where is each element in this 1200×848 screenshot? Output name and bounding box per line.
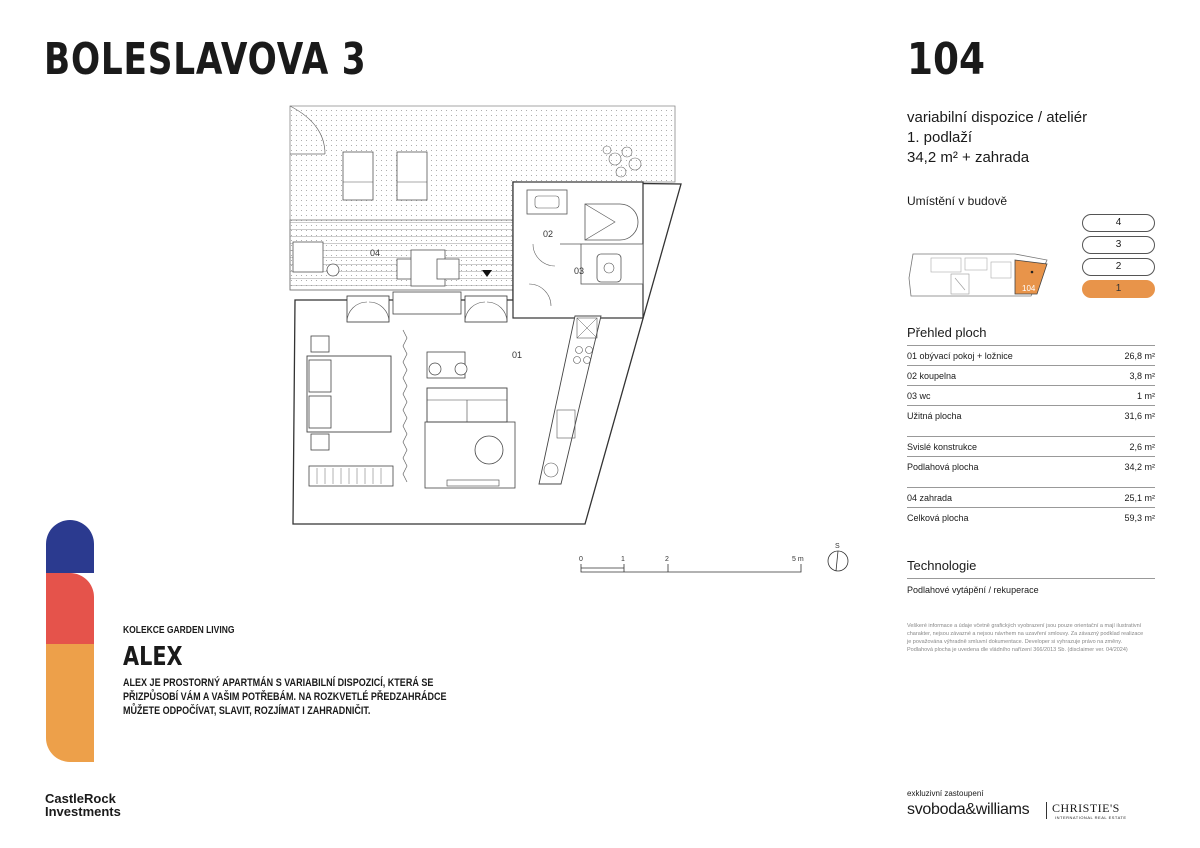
technology-title: Technologie bbox=[907, 558, 977, 573]
floor-plan bbox=[285, 104, 685, 534]
divider bbox=[907, 578, 1155, 579]
area-row bbox=[907, 365, 1155, 385]
room-label-04: 04 bbox=[370, 248, 381, 258]
floor-3-button[interactable]: 3 bbox=[1082, 236, 1155, 254]
apartment-description: ALEX JE PROSTORNÝ APARTMÁN S VARIABILNÍ DISPOZICÍ, KTERÁ SE PŘIZPŮSOBÍ VÁM A VAŠIM POTŘEBÁM. NA ROZKVETLÉ PŘEDZAHRÁDCE MŮŽETE ODPOČÍVAT, SLAVIT, ROZJÍMAT I ZAHRADNIČIT. bbox=[123, 677, 447, 717]
area-value: 34,2 m² bbox=[1124, 462, 1155, 472]
castlerock-line2: Investments bbox=[45, 804, 121, 819]
sink-icon bbox=[527, 190, 567, 214]
scale-label-5: 5 m bbox=[792, 556, 804, 563]
unit-number: 104 bbox=[907, 34, 986, 85]
floor-4-button[interactable]: 4 bbox=[1082, 214, 1155, 232]
technology-text: Podlahové vytápění / rekuperace bbox=[907, 585, 1039, 595]
area-row bbox=[907, 507, 1155, 527]
castlerock-line1: CastleRock bbox=[45, 791, 116, 806]
scale-bar bbox=[576, 552, 816, 576]
building-title: BOLESLAVOVA 3 bbox=[44, 34, 367, 85]
area-value: 31,6 m² bbox=[1124, 411, 1155, 421]
area-row bbox=[907, 436, 1155, 456]
scale-label-2: 2 bbox=[665, 556, 669, 563]
area-row bbox=[907, 385, 1155, 405]
area-label: 02 koupelna bbox=[907, 371, 957, 381]
lounger-icon bbox=[343, 152, 373, 200]
area-value: 59,3 m² bbox=[1124, 513, 1155, 523]
floor-selector bbox=[1082, 214, 1155, 302]
areas-title: Přehled ploch bbox=[907, 325, 987, 340]
minimap-unit-label: 104 bbox=[1022, 284, 1036, 293]
area-row bbox=[907, 345, 1155, 365]
compass-label: S bbox=[835, 543, 840, 550]
curtain-divider bbox=[403, 330, 407, 482]
area-value: 26,8 m² bbox=[1124, 351, 1155, 361]
area-value: 1 m² bbox=[1137, 391, 1155, 401]
area-label: 04 zahrada bbox=[907, 493, 953, 503]
castlerock-logo bbox=[45, 792, 121, 818]
compass-icon bbox=[826, 540, 852, 576]
decorative-art bbox=[44, 518, 96, 764]
unit-floor: 1. podlaží bbox=[907, 129, 973, 146]
room-label-02: 02 bbox=[543, 229, 554, 239]
christies-logo: CHRISTIE'S bbox=[1052, 801, 1120, 815]
location-label: Umístění v budově bbox=[907, 194, 1008, 208]
area-label: Užitná plocha bbox=[907, 411, 962, 421]
unit-type: variabilní dispozice / ateliér bbox=[907, 109, 1088, 126]
room-label-01: 01 bbox=[512, 350, 523, 360]
toilet-icon bbox=[597, 254, 621, 282]
area-row bbox=[907, 405, 1155, 425]
shower-icon bbox=[585, 204, 638, 240]
divider bbox=[1046, 802, 1047, 819]
disclaimer: Veškeré informace a údaje včetně grafických vyobrazení jsou pouze orientační a mají ilustrativní charakter, nejsou závazné a nejsou návrhem na uzavření smlouvy. Za závazný podklad realizace je považována výhradně smluvní dokumentace. Developer si vyhrazuje právo na změny. Podlahová plocha je uvedena dle vládního nařízení 366/2013 Sb. (disclaimer ver. 04/2024) bbox=[907, 623, 1144, 653]
unit-info bbox=[907, 108, 1087, 168]
scale-label-0: 0 bbox=[579, 556, 583, 563]
building-minimap bbox=[907, 248, 1057, 298]
svoboda-williams-logo: svoboda&williams bbox=[907, 801, 1030, 818]
area-row bbox=[907, 487, 1155, 507]
areas-table bbox=[907, 345, 1155, 527]
unit-size: 34,2 m² + zahrada bbox=[907, 149, 1030, 166]
area-row bbox=[907, 456, 1155, 476]
exclusive-label: exkluzivní zastoupení bbox=[907, 789, 984, 798]
area-value: 2,6 m² bbox=[1129, 442, 1155, 452]
kitchen-counter bbox=[539, 316, 601, 484]
room-label-03: 03 bbox=[574, 266, 585, 276]
lounger-icon bbox=[397, 152, 427, 200]
christies-subtitle: INTERNATIONAL REAL ESTATE bbox=[1055, 815, 1127, 820]
area-label: Celková plocha bbox=[907, 513, 969, 523]
area-value: 25,1 m² bbox=[1124, 493, 1155, 503]
apartment-name: ALEX bbox=[123, 642, 183, 672]
collection-label: KOLEKCE GARDEN LIVING bbox=[123, 625, 235, 636]
area-value: 3,8 m² bbox=[1129, 371, 1155, 381]
deck-area bbox=[290, 220, 513, 290]
area-label: 03 wc bbox=[907, 391, 931, 401]
scale-label-1: 1 bbox=[621, 556, 625, 563]
area-label: 01 obývací pokoj + ložnice bbox=[907, 351, 1013, 361]
wardrobe-icon bbox=[309, 466, 393, 486]
area-label: Svislé konstrukce bbox=[907, 442, 978, 452]
floor-1-button[interactable]: 1 bbox=[1082, 280, 1155, 298]
area-label: Podlahová plocha bbox=[907, 462, 979, 472]
floor-2-button[interactable]: 2 bbox=[1082, 258, 1155, 276]
